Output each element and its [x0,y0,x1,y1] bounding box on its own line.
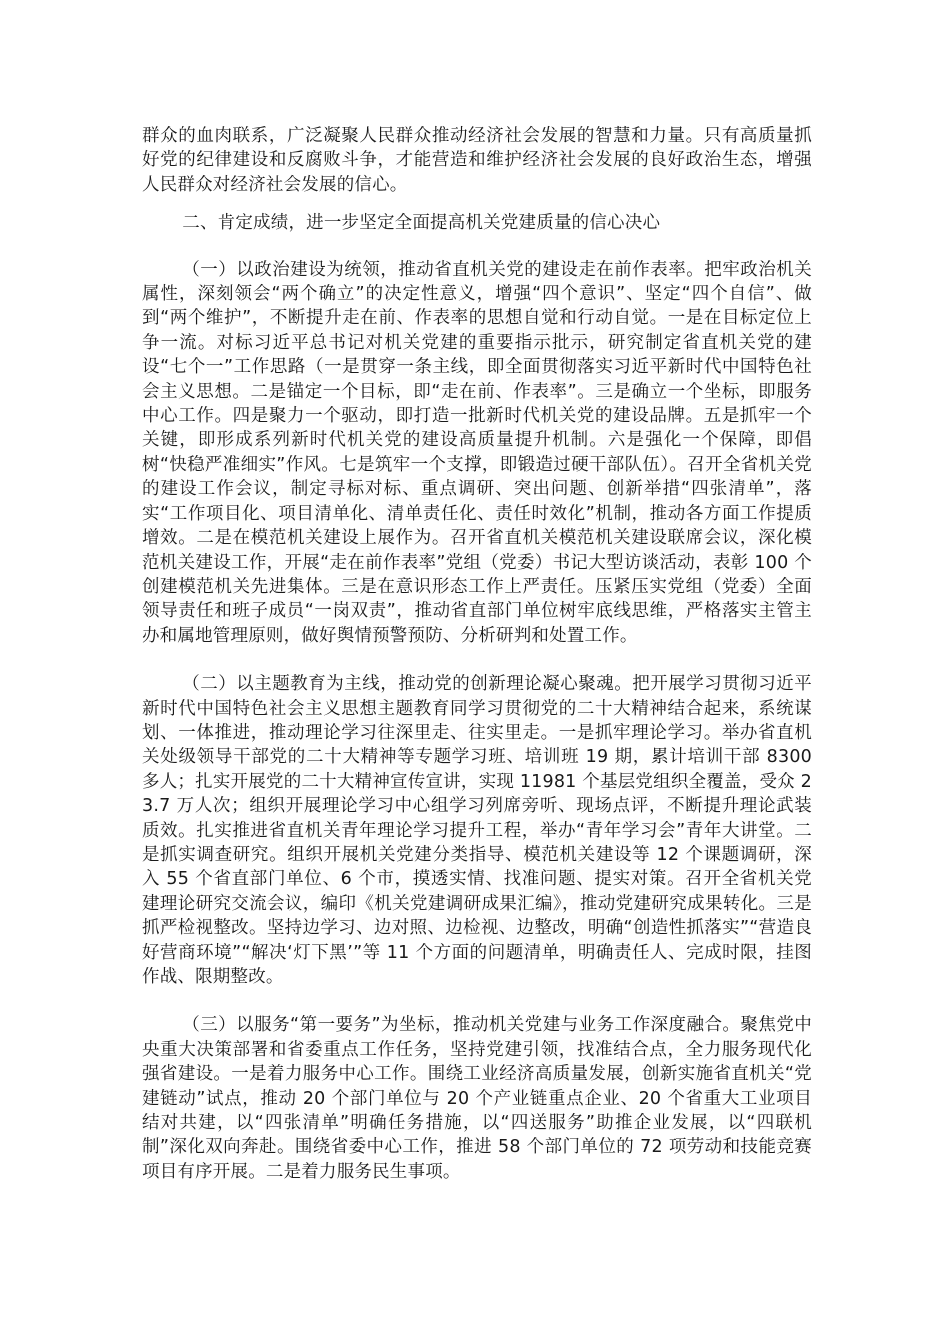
document-body [142,124,812,1184]
paragraph-political-building: （一）以政治建设为统领，推动省直机关党的建设走在前作表率。把牢政治机关属性，深刻领会“两个确立”的决定性意义，增强“四个意识”、坚定“四个自信”、做到“两个维护”，不断提升走在前、作表率的思想自觉和行动自觉。一是在目标定位上争一流。对标习近平总书记对机关党建的重要指示批示，研究制定省直机关党的建设“七个一”工作思路（一是贯穿一条主线，即全面贯彻落实习近平新时代中国特色社会主义思想。二是锚定一个目标，即“走在前、作表率”。三是确立一个坐标，即服务中心工作。四是聚力一个驱动，即打造一批新时代机关党的建设品牌。五是抓牢一个关键，即形成系列新时代机关党的建设高质量提升机制。六是强化一个保障，即倡树“快稳严准细实”作风。七是筑牢一个支撑，即锻造过硬干部队伍）。召开全省机关党的建设工作会议，制定寻标对标、重点调研、突出问题、创新举措“四张清单”，落实“工作项目化、项目清单化、清单责任化、责任时效化”机制，推动各方面工作提质增效。二是在模范机关建设上展作为。召开省直机关模范机关建设联席会议，深化模范机关建设工作，开展“走在前作表率”党组（党委）书记大型访谈活动，表彰 100 个创建模范机关先进集体。三是在意识形态工作上严责任。压紧压实党组（党委）全面领导责任和班子成员“一岗双责”，推动省直部门单位树牢底线思维，严格落实主管主办和属地管理原则，做好舆情预警预防、分析研判和处置工作。 [142,259,812,646]
paragraph-service-integration: （三）以服务“第一要务”为坐标，推动机关党建与业务工作深度融合。聚焦党中央重大决策部署和省委重点工作任务，坚持党建引领，找准结合点，全力服务现代化强省建设。一是着力服务中心工作。围绕工业经济高质量发展，创新实施省直机关“党建链动”试点，推动 20 个部门单位与 20 个产业链重点企业、20 个省重大工业项目结对共建，以“四张清单”明确任务措施，以“四送服务”助推企业发展，以“四联机制”深化双向奔赴。围绕省委中心工作，推进 58 个部门单位的 72 项劳动和技能竞赛项目有序开展。二是着力服务民生事项。 [142,1015,812,1182]
paragraph-theme-education: （二）以主题教育为主线，推动党的创新理论凝心聚魂。把开展学习贯彻习近平新时代中国特色社会主义思想主题教育同学习贯彻党的二十大精神结合起来，系统谋划、一体推进，推动理论学习往深里走、往实里走。一是抓牢理论学习。举办省直机关处级领导干部党的二十大精神等专题学习班、培训班 19 期，累计培训干部 8300 多人；扎实开展党的二十大精神宣传宣讲，实现 11981 个基层党组织全覆盖，受众 23.7 万人次；组织开展理论学习中心组学习列席旁听、现场点评，不断提升理论武装质效。扎实推进省直机关青年理论学习提升工程，举办“青年学习会”青年大讲堂。二是抓实调查研究。组织开展机关党建分类指导、模范机关建设等 12 个课题调研，深入 55 个省直部门单位、6 个市，摸透实情、找准问题、提实对策。召开全省机关党建理论研究交流会议，编印《机关党建调研成果汇编》，推动党建研究成果转化。三是抓严检视整改。坚持边学习、边对照、边检视、边整改，明确“创造性抓落实”“营造良好营商环境”“解决‘灯下黑’”等 11 个方面的问题清单，明确责任人、完成时限，挂图作战、限期整改。 [142,674,812,987]
paragraph-continuation: 群众的血肉联系，广泛凝聚人民群众推动经济社会发展的智慧和力量。只有高质量抓好党的纪律建设和反腐败斗争，才能营造和维护经济社会发展的良好政治生态，增强人民群众对经济社会发展的信心。 [142,126,812,195]
section-heading: 二、肯定成绩，进一步坚定全面提高机关党建质量的信心决心 [182,213,661,234]
